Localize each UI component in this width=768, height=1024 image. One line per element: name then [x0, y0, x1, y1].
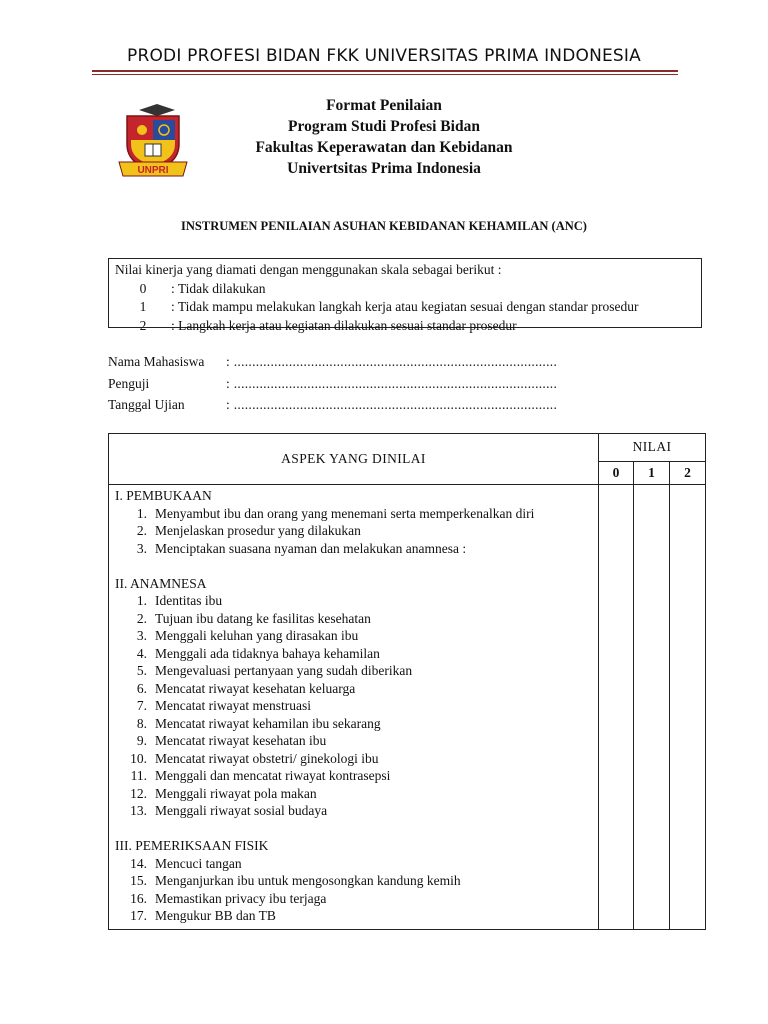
- header-rule: [92, 70, 678, 72]
- score-cell-0[interactable]: [599, 485, 634, 930]
- info-value-field[interactable]: : ........................................................................................: [226, 375, 558, 391]
- title-line: Univertsitas Prima Indonesia: [287, 160, 481, 177]
- aspect-item: [115, 767, 598, 785]
- score-column-header: 1: [634, 461, 670, 484]
- scale-desc: : Langkah kerja atau kegiatan dilakukan sesuai standar prosedur: [171, 317, 517, 333]
- aspect-sections: [115, 487, 598, 925]
- info-value-field[interactable]: : ........................................................................................: [226, 397, 558, 412]
- item-text: Mengevaluasi pertanyaan yang sudah diberikan: [155, 663, 413, 678]
- scale-row: [115, 280, 701, 299]
- assessment-table: [108, 433, 706, 930]
- aspect-item: [115, 732, 598, 750]
- item-number: 17.: [130, 908, 147, 923]
- aspect-section: [115, 575, 598, 820]
- scale-legend-box: [108, 258, 702, 333]
- item-number: 14.: [130, 855, 147, 871]
- item-text: Identitas ibu: [155, 593, 223, 608]
- scale-row: [115, 317, 701, 336]
- item-text: Memastikan privacy ibu terjaga: [155, 890, 327, 906]
- aspect-item: [115, 662, 598, 680]
- item-number: 2.: [136, 610, 147, 626]
- aspect-item: [115, 680, 598, 698]
- item-text: Tujuan ibu datang ke fasilitas kesehatan: [155, 610, 371, 626]
- item-number: 12.: [130, 785, 147, 801]
- score-cell-2[interactable]: [670, 485, 706, 930]
- aspect-section: [115, 837, 598, 925]
- item-number: 1.: [136, 505, 147, 521]
- item-number: 10.: [130, 750, 147, 766]
- logo-crest-icon: [117, 104, 189, 178]
- scale-code: 1: [139, 299, 147, 314]
- aspect-item: [115, 627, 598, 645]
- item-number: 6.: [136, 680, 147, 696]
- info-row-exam-date[interactable]: [108, 394, 628, 416]
- info-label: Nama Mahasiswa: [108, 354, 205, 369]
- aspect-item: [115, 872, 598, 890]
- section-title: III. PEMERIKSAAN FISIK: [115, 838, 269, 853]
- section-title: II. ANAMNESA: [115, 575, 207, 591]
- aspect-item: [115, 785, 598, 803]
- aspects-cell: [109, 485, 599, 930]
- score-cell-1[interactable]: [634, 485, 670, 930]
- item-number: 13.: [130, 803, 147, 818]
- item-number: 5.: [136, 663, 147, 678]
- item-number: 2.: [136, 523, 147, 538]
- item-text: Menciptakan suasana nyaman dan melakukan anamnesa :: [155, 540, 467, 556]
- item-number: 3.: [136, 540, 147, 556]
- item-number: 11.: [130, 768, 147, 783]
- item-text: Mengukur BB dan TB: [155, 908, 276, 923]
- title-block: [200, 95, 568, 179]
- item-number: 4.: [136, 645, 147, 661]
- title-line: Fakultas Keperawatan dan Kebidanan: [255, 139, 513, 156]
- scale-desc: : Tidak mampu melakukan langkah kerja atau kegiatan sesuai dengan standar prosedur: [171, 299, 639, 314]
- aspect-item: [115, 522, 598, 540]
- scale-code: 2: [139, 317, 147, 333]
- title-line: Program Studi Profesi Bidan: [288, 118, 480, 135]
- aspect-item: [115, 645, 598, 663]
- item-number: 3.: [136, 628, 147, 643]
- info-value-field[interactable]: : ........................................................................................: [226, 354, 558, 369]
- section-gap: [115, 557, 598, 575]
- item-text: Menggali riwayat pola makan: [155, 785, 317, 801]
- item-text: Mencatat riwayat kesehatan ibu: [155, 733, 327, 748]
- logo-text: UNPRI: [137, 165, 169, 176]
- aspect-item: [115, 715, 598, 733]
- aspect-item: [115, 592, 598, 610]
- aspect-item: [115, 610, 598, 628]
- item-text: Mencuci tangan: [155, 855, 242, 871]
- page-header: PRODI PROFESI BIDAN FKK UNIVERSITAS PRIMA INDONESIA: [127, 46, 641, 66]
- item-text: Menganjurkan ibu untuk mengosongkan kandung kemih: [155, 873, 461, 888]
- score-column-header: 0: [599, 461, 634, 484]
- item-text: Menggali keluhan yang dirasakan ibu: [155, 628, 359, 643]
- aspect-item: [115, 855, 598, 873]
- info-row-student-name[interactable]: [108, 351, 628, 373]
- item-text: Menggali dan mencatat riwayat kontrasepsi: [155, 768, 391, 783]
- aspect-item: [115, 907, 598, 925]
- item-text: Mencatat riwayat kehamilan ibu sekarang: [155, 715, 381, 731]
- item-text: Menggali riwayat sosial budaya: [155, 803, 328, 818]
- item-text: Menggali ada tidaknya bahaya kehamilan: [155, 645, 380, 661]
- scale-row: [115, 298, 701, 317]
- info-row-examiner[interactable]: [108, 373, 628, 395]
- section-title: I. PEMBUKAAN: [115, 488, 212, 503]
- item-text: Mencatat riwayat menstruasi: [155, 698, 311, 713]
- info-label: Penguji: [108, 375, 150, 391]
- student-info-block: [108, 351, 628, 416]
- section-gap: [115, 820, 598, 838]
- header-rule-thin: [92, 74, 678, 75]
- score-column-header: 2: [670, 461, 706, 484]
- aspect-item: [115, 750, 598, 768]
- title-line: Format Penilaian: [326, 97, 442, 114]
- aspect-header: ASPEK YANG DINILAI: [109, 434, 599, 485]
- scale-intro: Nilai kinerja yang diamati dengan menggunakan skala sebagai berikut :: [115, 262, 502, 277]
- scale-desc: : Tidak dilakukan: [171, 280, 266, 296]
- scale-code: 0: [139, 280, 147, 296]
- score-header: NILAI: [599, 434, 706, 462]
- aspect-item: [115, 802, 598, 820]
- item-text: Mencatat riwayat kesehatan keluarga: [155, 680, 356, 696]
- university-logo: [117, 104, 189, 178]
- item-text: Menyambut ibu dan orang yang menemani serta memperkenalkan diri: [155, 505, 535, 521]
- item-number: 8.: [136, 715, 147, 731]
- aspect-item: [115, 890, 598, 908]
- aspect-item: [115, 540, 598, 558]
- info-label: Tanggal Ujian: [108, 397, 185, 412]
- item-number: 1.: [136, 593, 147, 608]
- aspect-item: [115, 505, 598, 523]
- aspect-section: [115, 487, 598, 557]
- item-number: 7.: [136, 698, 147, 713]
- item-number: 16.: [130, 890, 147, 906]
- item-text: Menjelaskan prosedur yang dilakukan: [155, 523, 361, 538]
- item-text: Mencatat riwayat obstetri/ ginekologi ibu: [155, 750, 379, 766]
- instrument-title: INSTRUMEN PENILAIAN ASUHAN KEBIDANAN KEHAMILAN (ANC): [181, 219, 587, 233]
- item-number: 15.: [130, 873, 147, 888]
- aspect-item: [115, 697, 598, 715]
- item-number: 9.: [136, 733, 147, 748]
